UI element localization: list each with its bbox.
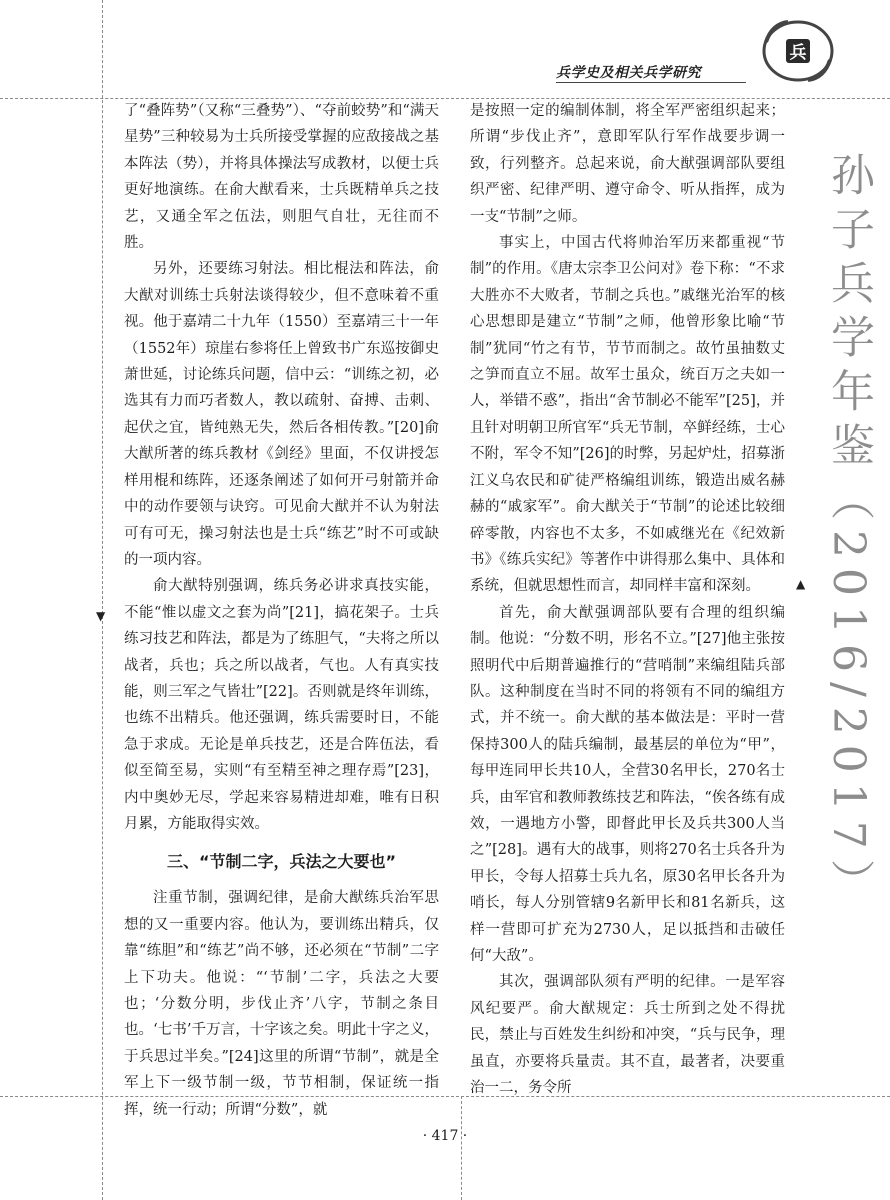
left-crop-line (102, 0, 103, 1200)
right-margin-marker: ▲ (796, 577, 806, 591)
paragraph: 是按照一定的编制体制，将全军严密组织起来；所谓“步伐止齐”，意即军队行军作战要步调一致，行列整齐。总起来说，俞大猷强调部队要组织严密、纪律严明、遵守命令、听从指挥，成为一支“节制”之师。 (470, 103, 785, 225)
yearbook-side-title: 孙子兵学年鉴（2016/2017） (823, 152, 874, 913)
paragraph: 首先，俞大猷强调部队要有合理的组织编制。他说：“分数不明，形名不立。”[27]他主张按照明代中后期普遍推行的“营哨制”来编组陆兵部队。这种制度在当时不同的将领有不同的编组方式，并不统一。俞大猷的基本做法是：平时一营保持300人的陆兵编制，最基层的单位为“甲”，每甲连同甲长共10人，全营30名甲长，270名士兵，由军官和教师教练技艺和阵法，“俟各练有成效，一遇地方小警，即督此甲长及兵共300人当之”[28]。遇有大的战事，则将270名士兵各升为甲长，令每人招募士兵九名，原30名甲长各升为哨长，每人分别管辖9名新甲长和81名新兵，这样一营即可扩充为2730人，足以抵挡和击破任何“大敌”。 (470, 604, 785, 964)
paragraph: 俞大猷特别强调，练兵务必讲求真技实能，不能“惟以虚文之套为尚”[21]，搞花架子。士兵练习技艺和阵法，都是为了练胆气，“夫将之所以战者，兵也；兵之所以战者，气也。人有真实技能，则三军之气皆壮”[22]。否则就是终年训练，也练不出精兵。他还强调，练兵需要时日，不能急于求成。无论是单兵技艺，还是合阵伍法，看似至简至易，实则“有至精至神之理存焉”[23]，内中奥妙无尽，学起来容易精进却难，唯有日积月累，方能取得实效。 (124, 578, 439, 832)
section-heading: 三、“节制二字，兵法之大要也” (166, 852, 397, 872)
yearbook-emblem (760, 18, 836, 84)
running-title-rule (556, 82, 746, 83)
right-text-column (470, 98, 785, 1101)
paragraph: 另外，还要练习射法。相比棍法和阵法，俞大猷对训练士兵射法谈得较少，但不意味着不重视。他于嘉靖二十九年（1550）至嘉靖三十一年（1552年）琼崖右参将任上曾致书广东巡按御史萧世延，讨论练兵问题，信中云：“训练之初，必选其有力而巧者数人，教以疏射、奋搏、击刺、起伏之宜，皆纯熟无失，然后各相传教。”[20]俞大猷所著的练兵教材《剑经》里面，不仅讲授怎样用棍和练阵，还逐条阐述了如何开弓射箭并命中的动作要领与诀窍。可见俞大猷并不认为射法可有可无，操习射法也是士兵“练艺”时不可或缺的一项内容。 (124, 261, 439, 568)
paragraph: 注重节制，强调纪律，是俞大猷练兵治军思想的又一重要内容。他认为，要训练出精兵，仅靠“练胆”和“练艺”尚不够，还必须在“节制”二字上下功夫。他说：“‘节制’二字，兵法之大要也；‘分数分明，步伐止齐’八字，节制之条目也。‘七书’千万言，十字该之矣。明此十字之义，于兵思过半矣。”[24]这里的所谓“节制”，就是全军上下一级节制一级，节节相制，保证统一指挥，统一行动；所谓“分数”，就 (124, 890, 439, 1118)
bottom-center-line (461, 1096, 462, 1200)
page-number: · 417 · (422, 1128, 468, 1144)
left-margin-marker: ▼ (96, 609, 106, 623)
left-text-column (124, 98, 439, 1123)
emblem-text: 兵 (789, 43, 807, 63)
paragraph: 事实上，中国古代将帅治军历来都重视“节制”的作用。《唐太宗李卫公问对》卷下称：“不求大胜亦不大败者，节制之兵也。”戚继光治军的核心思想即是建立“节制”之师，他曾形象比喻“节制”犹同“竹之有节，节节而制之。故竹虽抽数丈之笋而直立不屈。故军士虽众，统百万之夫如一人，举错不惑”，指出“舍节制必不能军”[25]，并且针对明朝卫所官军“兵无节制，卒鲜经练，士心不附，军令不知”[26]的时弊，另起炉灶，招募浙江义乌农民和矿徒严格编组训练，锻造出威名赫赫的“戚家军”。俞大猷关于“节制”的论述比较细碎零散，内容也不太多，不如戚继光在《纪效新书》《练兵实纪》等著作中讲得那么集中、具体和系统，但就思想性而言，却同样丰富和深刻。 (470, 235, 785, 595)
paragraph: 了“叠阵势”（又称“三叠势”）、“夺前蛟势”和“满天星势”三种较易为士兵所接受掌握的应敌接战之基本阵法（势），并将具体操法写成教材，以便士兵更好地演练。在俞大猷看来，士兵既精单兵之技艺，又通全军之伍法，则胆气自壮，无往而不胜。 (124, 103, 439, 252)
paragraph: 其次，强调部队须有严明的纪律。一是军容风纪要严。俞大猷规定：兵士所到之处不得扰民，禁止与百姓发生纠纷和冲突，“兵与民争，理虽直，亦要将兵量责。其不直，最著者，决要重治一二，务令所 (470, 974, 785, 1097)
running-title: 兵学史及相关兵学研究 (556, 65, 701, 81)
